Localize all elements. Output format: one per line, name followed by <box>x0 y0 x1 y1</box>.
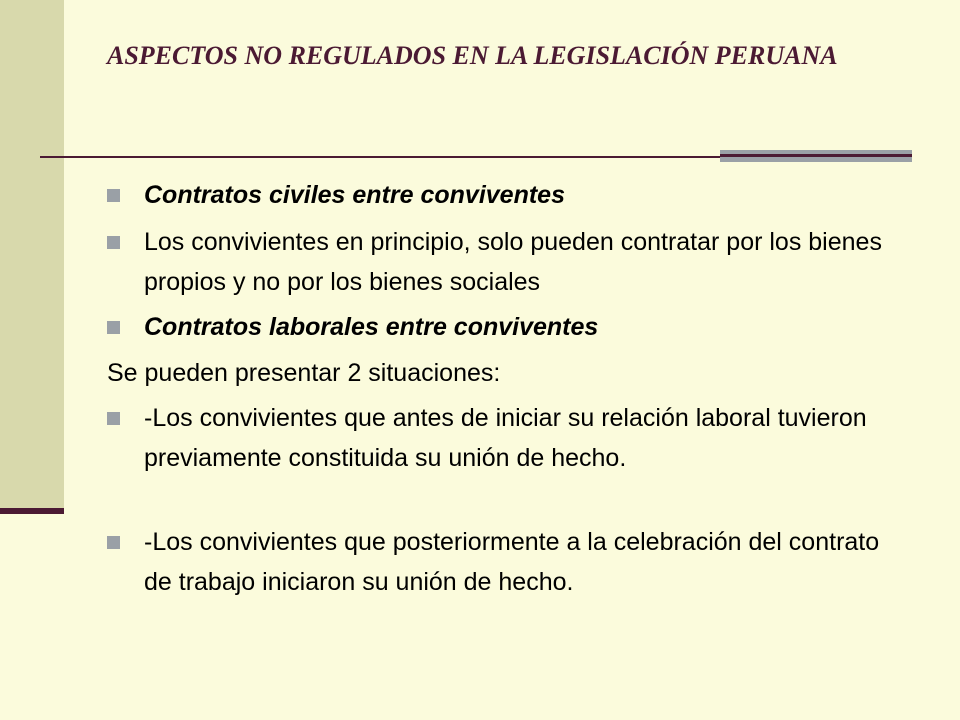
list-item <box>144 522 904 602</box>
list-item <box>144 222 904 302</box>
list-item-text: Contratos civiles entre conviventes <box>144 181 565 209</box>
list-item <box>144 175 904 215</box>
square-bullet-icon <box>107 412 120 425</box>
square-bullet-icon <box>107 321 120 334</box>
slide-title: ASPECTOS NO REGULADOS EN LA LEGISLACIÓN PERUANA <box>107 41 838 70</box>
list-item-text: -Los convivientes que antes de iniciar su relación laboral tuvieron previamente constituida su unión de hecho. <box>144 404 867 472</box>
left-decorative-bar <box>0 0 64 514</box>
title-divider-accent-line <box>720 154 912 157</box>
list-item-text: -Los convivientes que posteriormente a la celebración del contrato de trabajo iniciaron su unión de hecho. <box>144 528 880 596</box>
square-bullet-icon <box>107 189 120 202</box>
square-bullet-icon <box>107 536 120 549</box>
list-item-text: Los convivientes en principio, solo pueden contratar por los bienes propios y no por los bienes sociales <box>144 228 882 296</box>
square-bullet-icon <box>107 236 120 249</box>
list-item <box>144 398 904 478</box>
left-bar-underline <box>0 508 64 514</box>
list-item <box>144 307 904 347</box>
list-item-text: Contratos laborales entre conviventes <box>144 313 599 341</box>
plain-paragraph: Se pueden presentar 2 situaciones: <box>107 359 501 387</box>
